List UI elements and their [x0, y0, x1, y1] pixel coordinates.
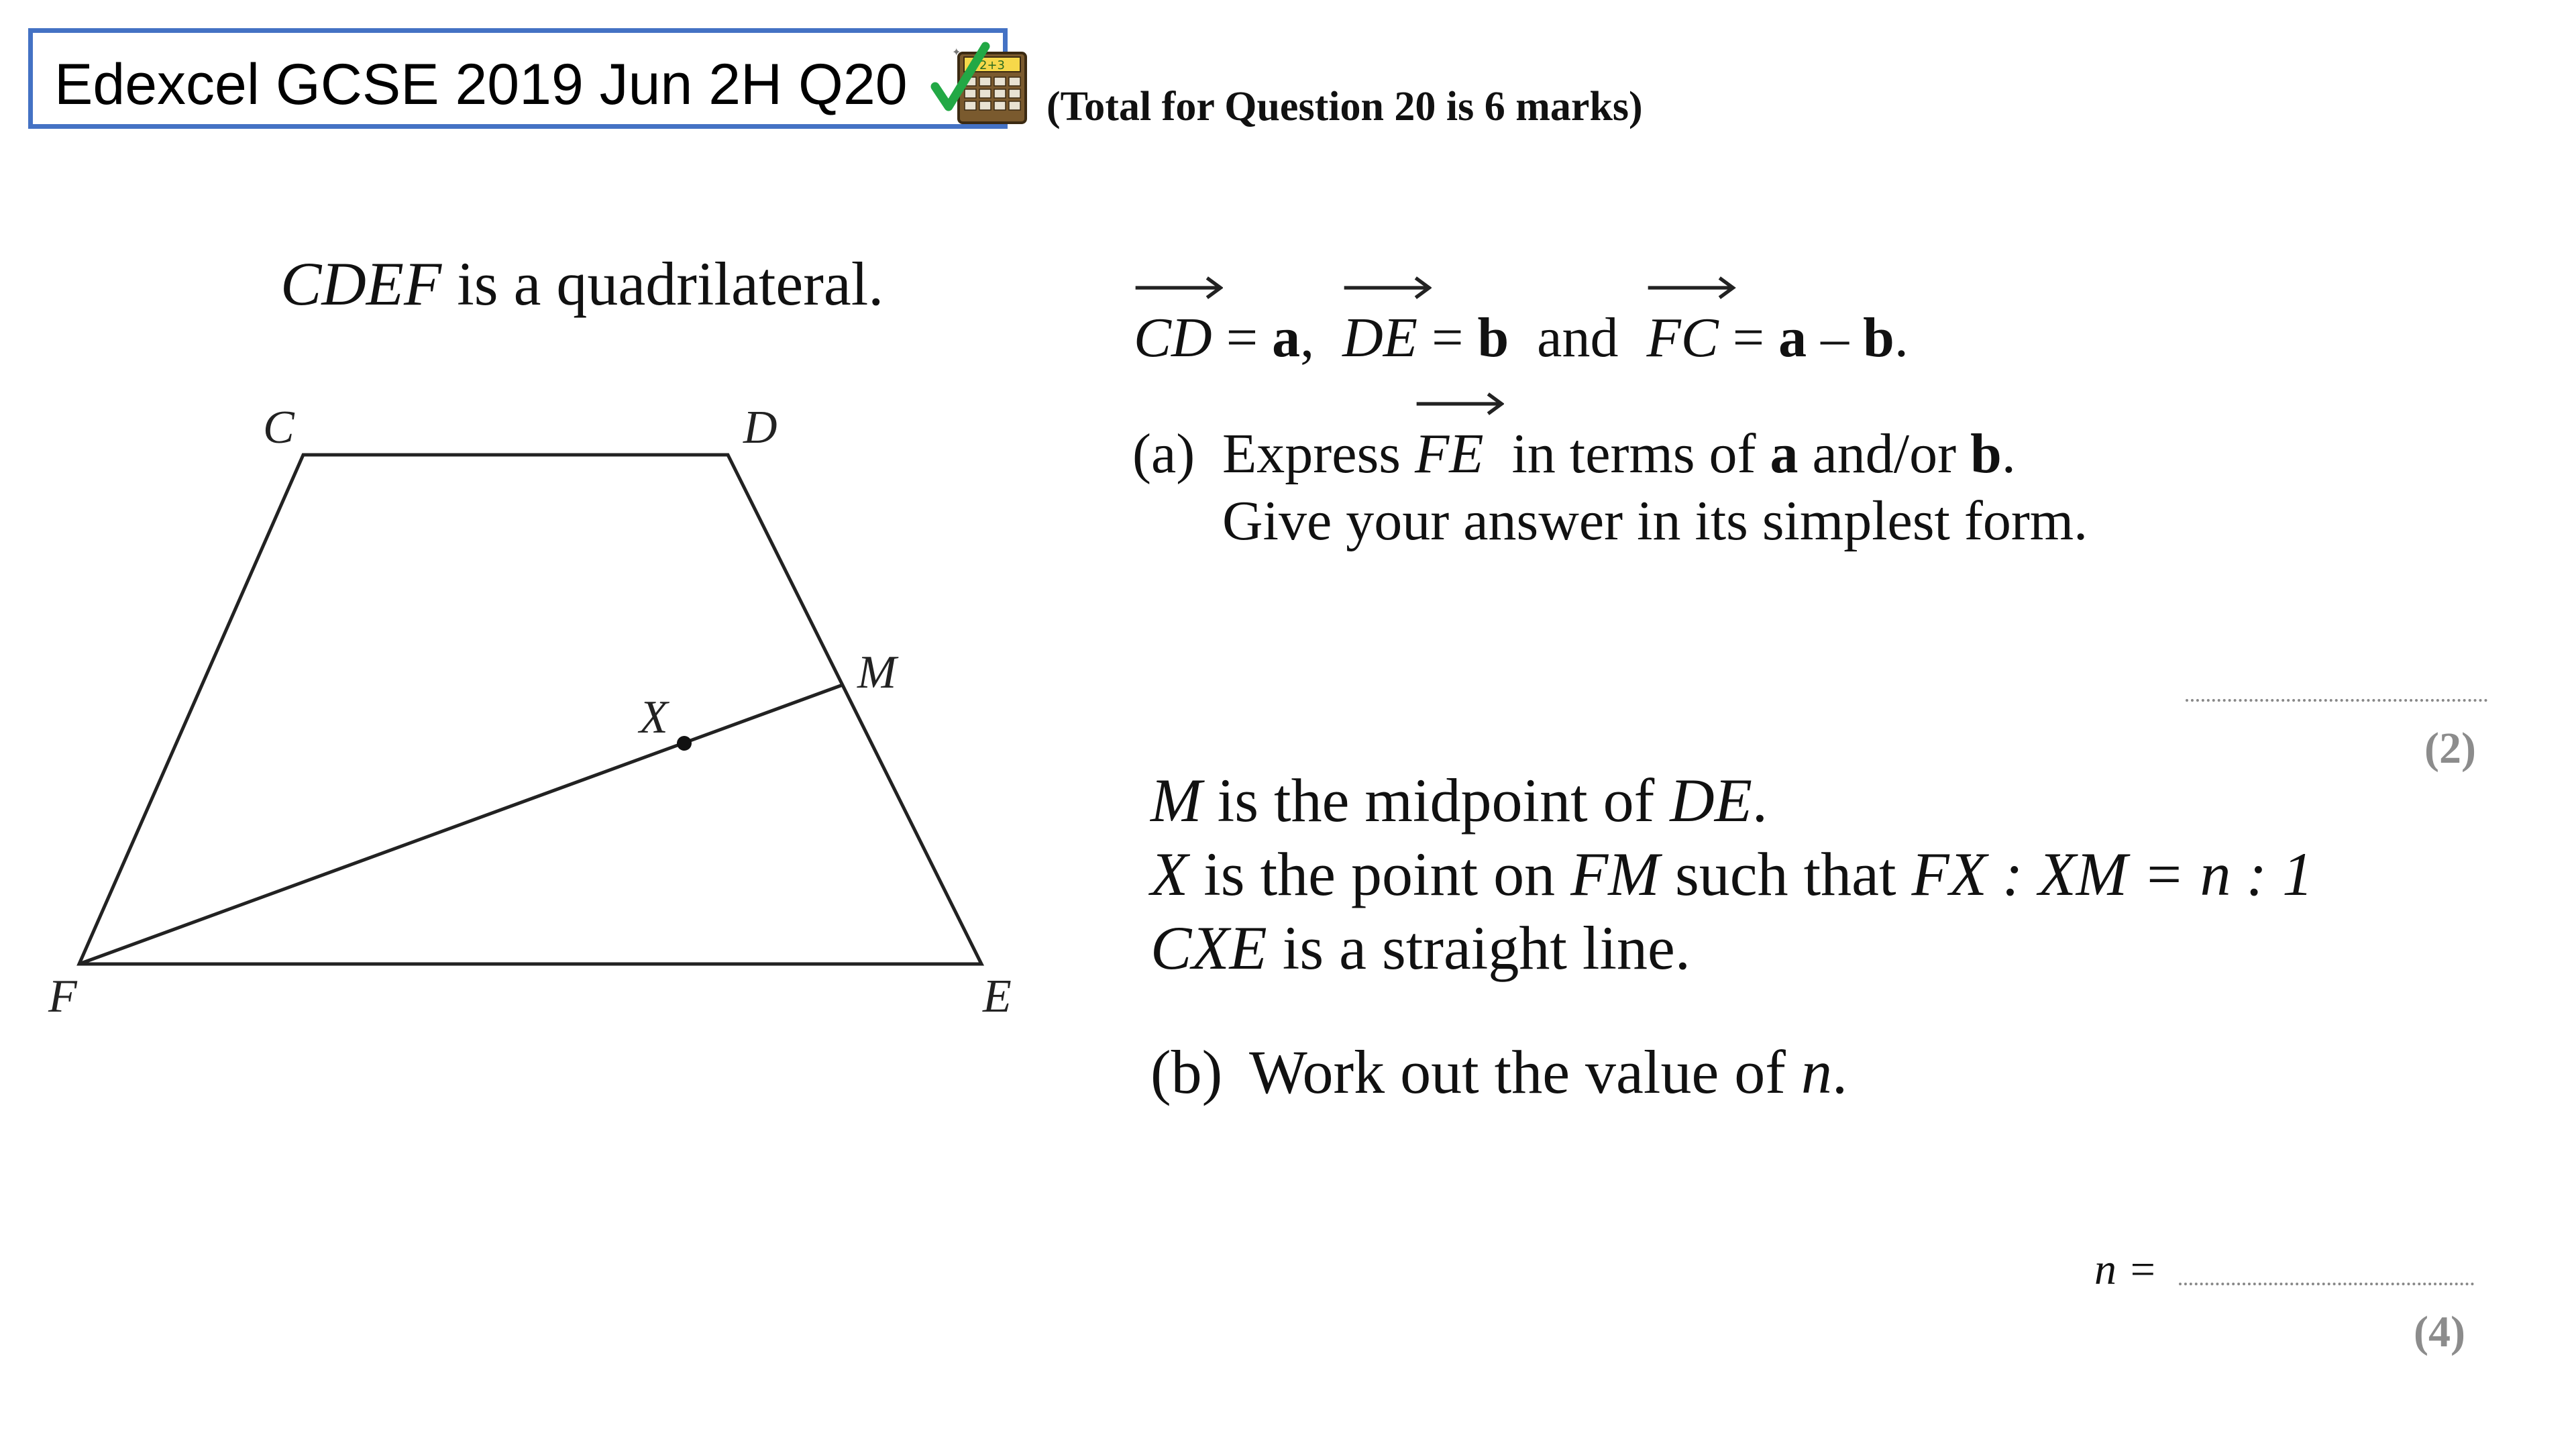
intro-text: is a quadrilateral. — [457, 250, 884, 318]
answer-line-b[interactable] — [2179, 1283, 2474, 1285]
label-f: F — [48, 971, 77, 1022]
quadrilateral-cdef — [79, 455, 981, 964]
info-line-3: CXE is a straight line. — [1150, 914, 1690, 982]
label-c: C — [263, 402, 294, 453]
vector-arrow-icon — [1415, 390, 1504, 417]
value-fc-b: b — [1863, 307, 1894, 369]
vector-de: DE — [1342, 305, 1417, 370]
value-fc-a: a — [1778, 307, 1807, 369]
minus-sign: – — [1821, 307, 1849, 369]
info-line-2: X is the point on FM such that FX : XM = n : 1 — [1150, 840, 2314, 908]
marks-a: (2) — [2424, 724, 2476, 773]
info-line-1: M is the midpoint of DE. — [1150, 766, 1768, 835]
and-text: and — [1537, 307, 1619, 369]
part-b-label: (b) — [1150, 1038, 1223, 1106]
shape-name: CDEF — [280, 250, 442, 318]
vector-cd: CD — [1134, 305, 1212, 370]
vector-arrow-icon — [1646, 274, 1735, 301]
part-a-label: (a) — [1132, 423, 1195, 485]
label-e: E — [983, 971, 1012, 1022]
value-b: b — [1477, 307, 1509, 369]
vector-arrow-icon — [1342, 274, 1432, 301]
vector-fc: FC — [1646, 305, 1718, 370]
line-fm — [79, 685, 843, 964]
answer-line-a[interactable] — [2186, 699, 2487, 702]
question-title: Edexcel GCSE 2019 Jun 2H Q20 — [54, 52, 908, 117]
part-a-line-1: Express FE in terms of a and/or b. — [1222, 421, 2016, 486]
quadrilateral-diagram — [0, 0, 1073, 1073]
marks-b: (4) — [2414, 1307, 2465, 1356]
value-a: a — [1272, 307, 1301, 369]
part-a-line-2: Give your answer in its simplest form. — [1222, 490, 2088, 552]
total-marks: (Total for Question 20 is 6 marks) — [1046, 84, 1643, 129]
label-m: M — [857, 647, 897, 698]
vector-definitions: CD = a, DE = b and FC = a – b. — [1134, 305, 1909, 370]
label-x: X — [639, 692, 668, 743]
vector-fe: FE — [1415, 421, 1484, 486]
svg-text:2+3: 2+3 — [979, 58, 1005, 72]
point-x — [677, 736, 692, 751]
label-d: D — [743, 402, 777, 453]
vector-arrow-icon — [1134, 274, 1223, 301]
answer-prefix-n: n = — [2094, 1245, 2158, 1294]
svg-text:✦: ✦ — [952, 46, 961, 58]
part-b-text: Work out the value of n. — [1249, 1038, 1847, 1106]
